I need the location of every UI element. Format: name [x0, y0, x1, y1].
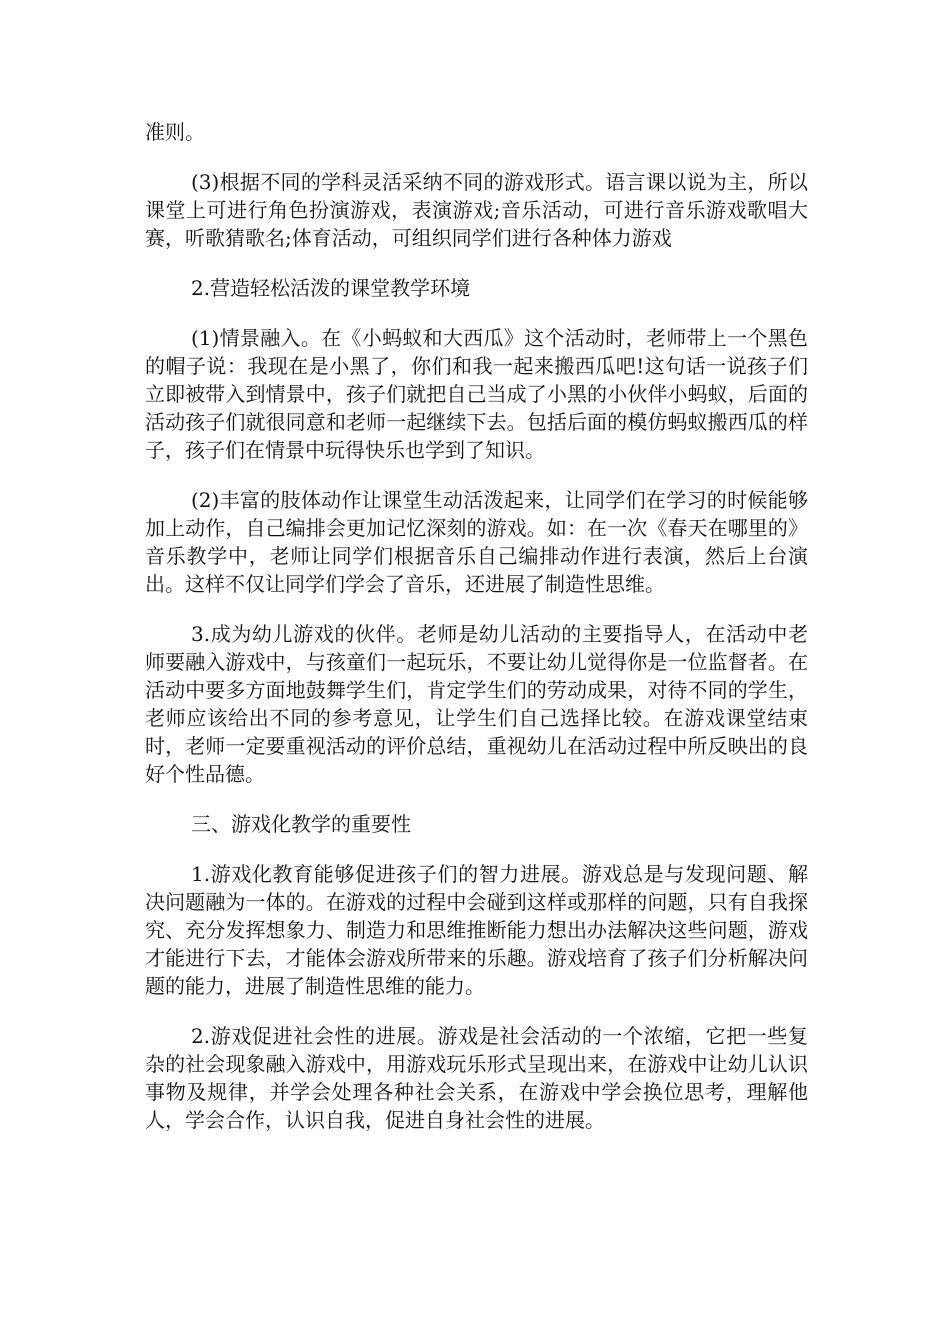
paragraph-intellectual-development: 1.游戏化教育能够促进孩子们的智力进展。游戏总是与发现问题、解决问题融为一体的。在游戏的过程中会碰到这样或那样的问题，只有自我探究、充分发挥想象力、制造力和思维推断能力想出办法解决这些问题，游戏才能进行下去，才能体会游戏所带来的乐趣。游戏培育了孩子们分析解决问题的能力，进展了制造性思维的能力。 — [145, 862, 808, 998]
document-page — [145, 118, 808, 1156]
section-heading-classroom-environment: 2.营造轻松活泼的课堂教学环境 — [191, 276, 471, 300]
section-heading-importance: 三、游戏化教学的重要性 — [191, 812, 411, 836]
paragraph-body-movement: (2)丰富的肢体动作让课堂生动活泼起来，让同学们在学习的时候能够加上动作，自己编排会更加记忆深刻的游戏。如：在一次《春天在哪里的》音乐教学中，老师让同学们根据音乐自己编排动作进行表演，然后上台演出。这样不仅让同学们学会了音乐，还进展了制造性思维。 — [145, 488, 808, 596]
paragraph-subject-game-forms: (3)根据不同的学科灵活采纳不同的游戏形式。语言课以说为主，所以课堂上可进行角色扮演游戏，表演游戏;音乐活动，可进行音乐游戏歌唱大赛，听歌猜歌名;体育活动，可组织同学们进行各种体力游戏 — [145, 170, 808, 250]
paragraph-social-development: 2.游戏促进社会性的进展。游戏是社会活动的一个浓缩，它把一些复杂的社会现象融入游戏中，用游戏玩乐形式呈现出来，在游戏中让幼儿认识事物及规律，并学会处理各种社会关系，在游戏中学会换位思考，理解他人，学会合作，认识自我，促进自身社会性的进展。 — [145, 1024, 808, 1132]
paragraph-continuation: 准则。 — [145, 120, 205, 144]
paragraph-game-partner: 3.成为幼儿游戏的伙伴。老师是幼儿活动的主要指导人，在活动中老师要融入游戏中，与孩童们一起玩乐，不要让幼儿觉得你是一位监督者。在活动中要多方面地鼓舞学生们，肯定学生们的劳动成果，对待不同的学生，老师应该给出不同的参考意见，让学生们自己选择比较。在游戏课堂结束时，老师一定要重视活动的评价总结，重视幼儿在活动过程中所反映出的良好个性品德。 — [145, 622, 808, 786]
paragraph-scenario-immersion: (1)情景融入。在《小蚂蚁和大西瓜》这个活动时，老师带上一个黑色的帽子说：我现在是小黑了，你们和我一起来搬西瓜吧!这句话一说孩子们立即被带入到情景中，孩子们就把自己当成了小黑的小伙伴小蚂蚁，后面的活动孩子们就很同意和老师一起继续下去。包括后面的模仿蚂蚁搬西瓜的样子，孩子们在情景中玩得快乐也学到了知识。 — [145, 326, 808, 462]
